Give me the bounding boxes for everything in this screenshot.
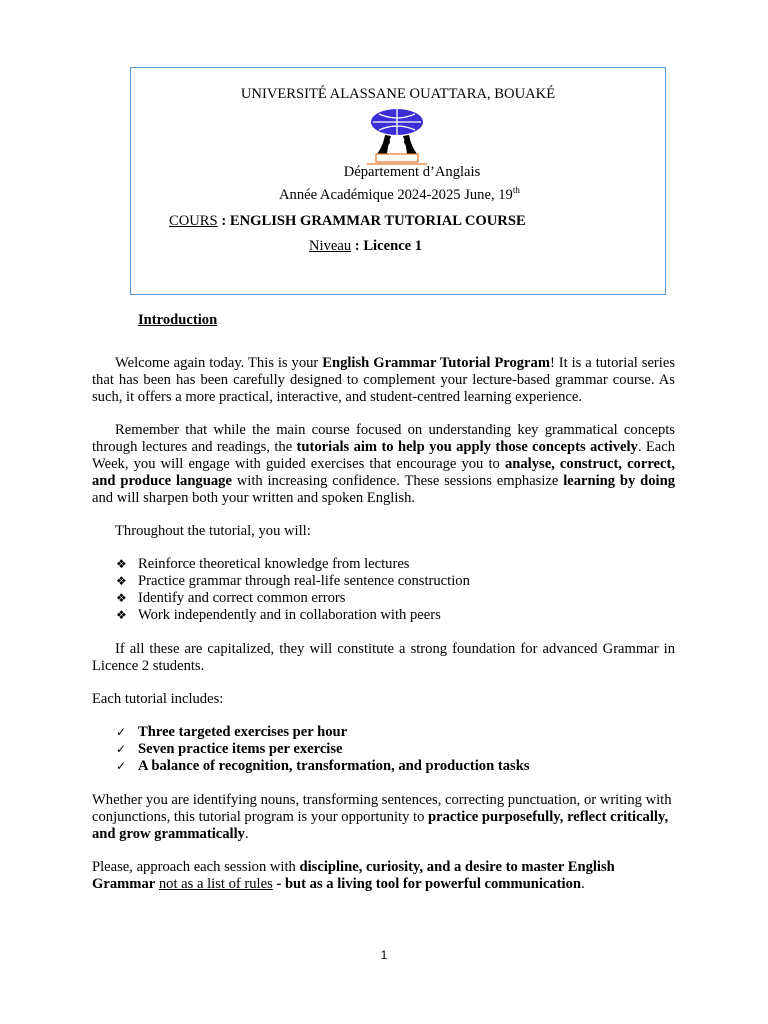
whether-b: practice purposefully, reflect critically, and grow grammatically — [92, 809, 669, 842]
intro-p2-f: learning by doing — [563, 473, 675, 489]
please-f: . — [581, 876, 585, 892]
intro-p2-a: Remember that while the main course focused on understanding key grammatical concepts through lectures and readings, the — [92, 422, 675, 455]
level-value: Licence 1 — [363, 238, 423, 254]
intro-p2-e: with increasing confidence. These sessions emphasize — [231, 473, 564, 489]
please-paragraph — [92, 859, 675, 893]
list-item — [116, 741, 675, 758]
level-label: Niveau — [309, 238, 352, 254]
intro-paragraph-1 — [92, 355, 675, 406]
university-logo-icon — [363, 102, 431, 168]
whether-paragraph — [92, 792, 675, 843]
check-bullet-icon: ✓ — [116, 759, 127, 773]
intro-p1-b: English Grammar Tutorial Program — [322, 355, 550, 371]
academic-year-sup: th — [512, 185, 520, 196]
course-sep: : — [217, 213, 230, 229]
diamond-bullet-icon: ❖ — [116, 608, 127, 622]
intro-p2-b: tutorials aim to help you apply those concepts actively — [296, 439, 638, 455]
goal-text: Practice grammar through real-life sentence construction — [138, 573, 470, 589]
intro-p2-c: . Each Week, you will engage with guided exercises that encourage you to — [92, 439, 675, 472]
main-content — [92, 355, 675, 909]
course-line — [169, 213, 526, 230]
list-item — [116, 573, 675, 590]
course-title: ENGLISH GRAMMAR TUTORIAL COURSE — [229, 213, 526, 229]
academic-year — [279, 187, 520, 204]
whether-c: . — [244, 826, 249, 842]
level-sep: : — [351, 238, 364, 254]
goal-text: Reinforce theoretical knowledge from lectures — [138, 556, 410, 572]
intro-p2-g: and will sharpen both your written and spoken English. — [92, 490, 416, 506]
page-number: 1 — [380, 948, 388, 962]
intro-paragraph-2 — [92, 422, 675, 507]
section-title: Introduction — [138, 312, 218, 328]
intro-p1-a: Welcome again today. This is your — [115, 355, 323, 371]
include-text: A balance of recognition, transformation, and production tasks — [138, 758, 530, 774]
department-name: Département d’Anglais — [343, 164, 481, 180]
please-a: Please, approach each session with — [92, 859, 300, 875]
goal-text: Work independently and in collaboration with peers — [138, 607, 441, 623]
include-text: Three targeted exercises per hour — [138, 724, 348, 740]
includes-list — [92, 724, 675, 775]
check-bullet-icon: ✓ — [116, 742, 127, 756]
intro-p1-c: ! It is a tutorial series that has been has been carefully designed to complement your lecture-based grammar course. As such, it offers a more practical, interactive, and student-centred learning experience. — [92, 355, 676, 405]
level-line — [309, 238, 422, 255]
throughout-text: Throughout the tutorial, you will: — [115, 523, 311, 539]
list-item — [116, 724, 675, 741]
academic-year-text: Année Académique 2024-2025 June, 19 — [279, 187, 513, 203]
diamond-bullet-icon: ❖ — [116, 574, 127, 588]
goal-text: Identify and correct common errors — [138, 590, 346, 606]
please-b: discipline, curiosity, and a desire to master English Grammar — [92, 859, 615, 892]
capitalized-paragraph: If all these are capitalized, they will constitute a strong foundation for advanced Grammar in Licence 2 students. — [92, 641, 675, 674]
include-text: Seven practice items per exercise — [138, 741, 343, 757]
goals-list — [92, 556, 675, 624]
list-item — [116, 607, 675, 624]
list-item — [116, 590, 675, 607]
diamond-bullet-icon: ❖ — [116, 591, 127, 605]
list-item — [116, 758, 675, 775]
includes-label: Each tutorial includes: — [92, 691, 224, 707]
whether-a: Whether you are identifying nouns, transforming sentences, correcting punctuation, or writing with conjunctions, this tutorial program is your opportunity to — [92, 792, 672, 825]
list-item — [116, 556, 675, 573]
intro-p2-d: analyse, construct, correct, and produce language — [92, 456, 675, 489]
diamond-bullet-icon: ❖ — [116, 557, 127, 571]
please-d: not as a list of rules — [158, 876, 273, 892]
please-e: - but as a living tool for powerful communication — [272, 876, 582, 892]
university-name: UNIVERSITÉ ALASSANE OUATTARA, BOUAKÉ — [240, 86, 556, 102]
course-label: COURS — [169, 213, 218, 229]
check-bullet-icon: ✓ — [116, 725, 127, 739]
header-box — [130, 67, 666, 295]
